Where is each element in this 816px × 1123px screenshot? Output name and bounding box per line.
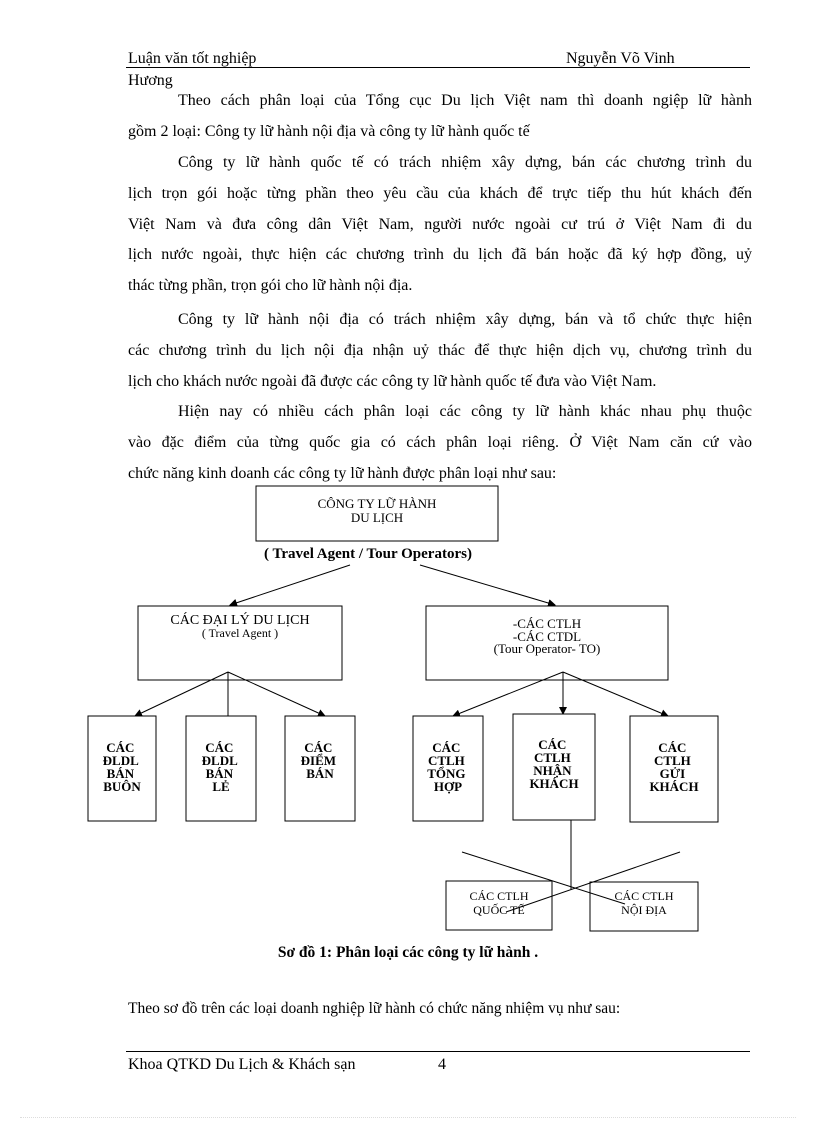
- paragraph-line: thác từng phần, trọn gói cho lữ hành nội địa.: [128, 277, 413, 295]
- header-author-name: Nguyễn Võ Vinh: [566, 50, 675, 67]
- paragraph-line: vào đặc điểm của từng quốc gia có cách phân loại riêng. Ở Việt Nam căn cứ vào: [128, 433, 752, 451]
- leaf3-label: CÁC ĐIỂM BÁN: [300, 740, 337, 781]
- domestic-label-line1: CÁC CTLH: [614, 889, 674, 903]
- root-label-line1: CÔNG TY LỮ HÀNH: [317, 496, 437, 511]
- paragraph-line: lịch nước ngoài, thực hiện các chương trình du lịch đã bán hoặc đã ký hợp đồng, uỷ: [128, 246, 752, 264]
- footer-faculty: Khoa QTKD Du Lịch & Khách sạn: [128, 1056, 356, 1073]
- leaf4-label: CÁC CTLH TỔNG HỢP: [427, 740, 466, 794]
- agents-label-line1: CÁC ĐẠI LÝ DU LỊCH: [170, 613, 310, 628]
- paragraph-line: lịch cho khách nước ngoài đã được các công ty lữ hành quốc tế đưa vào Việt Nam.: [128, 372, 657, 390]
- leaf1-label: CÁC ĐLDL BÁN BUÔN: [102, 740, 141, 794]
- leaf6-label: CÁC CTLH GỬI KHÁCH: [649, 740, 699, 794]
- paragraph-line: chức năng kinh doanh các công ty lữ hành được phân loại như sau:: [128, 464, 557, 482]
- paragraph-line: Theo cách phân loại của Tổng cục Du lịch Việt nam thì doanh ngiệp lữ hành: [178, 92, 752, 109]
- international-label-line2: QUỐC TẾ: [473, 903, 525, 917]
- international-label-line1: CÁC CTLH: [469, 889, 529, 903]
- operators-label-line1: -CÁC CTLH: [512, 616, 582, 631]
- page-edge: [20, 1117, 796, 1118]
- operators-label-line3: (Tour Operator- TO): [493, 641, 601, 656]
- leaf5-label: CÁC CTLH NHẬN KHÁCH: [529, 737, 579, 791]
- header-thesis-label: Luận văn tốt nghiệp: [128, 50, 257, 67]
- closing-sentence: Theo sơ đồ trên các loại doanh nghiệp lữ hành có chức năng nhiệm vụ như sau:: [128, 1000, 621, 1017]
- root-label-line2: DU LỊCH: [350, 510, 404, 525]
- paragraph-line: Việt Nam và đưa công dân Việt Nam, người nước ngoài cư trú ở Việt Nam đi du: [128, 215, 752, 233]
- header-author-name-continued: Hương: [128, 72, 173, 89]
- footer-rule: [126, 1051, 750, 1052]
- connector-root-operators: [420, 565, 555, 605]
- leaf2-label: CÁC ĐLDL BÁN LẺ: [201, 740, 238, 794]
- paragraph-line: Công ty lữ hành quốc tế có trách nhiệm xây dựng, bán các chương trình du: [178, 154, 752, 171]
- paragraph-line: Công ty lữ hành nội địa có trách nhiệm xây dựng, bán và tổ chức thực hiện: [178, 311, 752, 328]
- connector-root-agents: [230, 565, 350, 605]
- paragraph-line: lịch trọn gói hoặc từng phần theo yêu cầu của khách để trực tiếp thu hút khách đến: [128, 184, 752, 202]
- paragraph-line: Hiện nay có nhiều cách phân loại các công ty lữ hành khác nhau phụ thuộc: [178, 403, 752, 420]
- paragraph-line: các chương trình du lịch nội địa nhận uỷ thác để thực hiện dịch vụ, chương trình du: [128, 341, 752, 359]
- root-subtitle: ( Travel Agent / Tour Operators): [264, 546, 472, 562]
- domestic-label-line2: NỘI ĐỊA: [621, 903, 667, 917]
- page-number: 4: [438, 1056, 446, 1073]
- agents-label-line2: ( Travel Agent ): [201, 626, 279, 640]
- operators-label-line2: -CÁC CTDL: [512, 629, 582, 644]
- diagram-caption: Sơ đồ 1: Phân loại các công ty lữ hành .: [277, 944, 539, 961]
- paragraph-line: gồm 2 loại: Công ty lữ hành nội địa và công ty lữ hành quốc tế: [128, 122, 530, 140]
